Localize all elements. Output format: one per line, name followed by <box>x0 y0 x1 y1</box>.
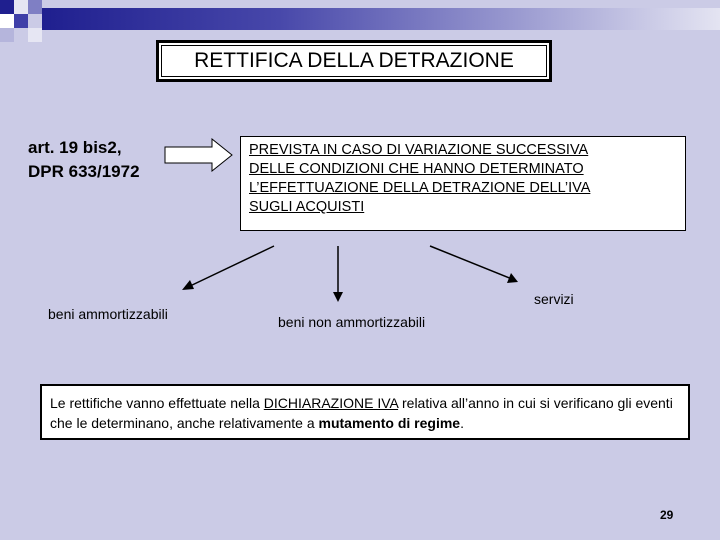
description-line-1: PREVISTA IN CASO DI VARIAZIONE SUCCESSIVA <box>249 142 589 158</box>
reference-line-2: DPR 633/1972 <box>28 162 140 181</box>
arrow-left-line <box>188 246 274 287</box>
note-emphasis-dichiarazione: DICHIARAZIONE IVA <box>263 395 399 411</box>
label-beni-non-ammortizzabili: beni non ammortizzabili <box>278 314 426 330</box>
note-emphasis-mutamento: mutamento di regime <box>318 415 461 431</box>
arrow-down-head <box>333 292 343 302</box>
description-line-2: DELLE CONDIZIONI CHE HANNO DETERMINATO <box>249 161 584 177</box>
note-text-part-1: Le rettifiche vanno effettuate nella <box>50 395 264 411</box>
arrow-left-head <box>182 280 194 290</box>
slide-title: RETTIFICA DELLA DETRAZIONE <box>194 49 514 72</box>
reference-line-1: art. 19 bis2, <box>28 138 122 157</box>
note-text-part-3: . <box>460 415 464 431</box>
label-beni-ammortizzabili: beni ammortizzabili <box>48 306 168 322</box>
description-line-3: L’EFFETTUAZIONE DELLA DETRAZIONE DELL’IVA <box>249 180 591 196</box>
note-text-part-2: relativa all’anno in cui si verificano gli eventi che le determinano, anche relativamente a <box>50 395 673 431</box>
note-box <box>40 384 690 440</box>
arrow-right-line <box>430 246 512 279</box>
label-servizi: servizi <box>534 291 574 307</box>
description-line-4: SUGLI ACQUISTI <box>249 199 365 215</box>
page-number: 29 <box>660 508 674 522</box>
